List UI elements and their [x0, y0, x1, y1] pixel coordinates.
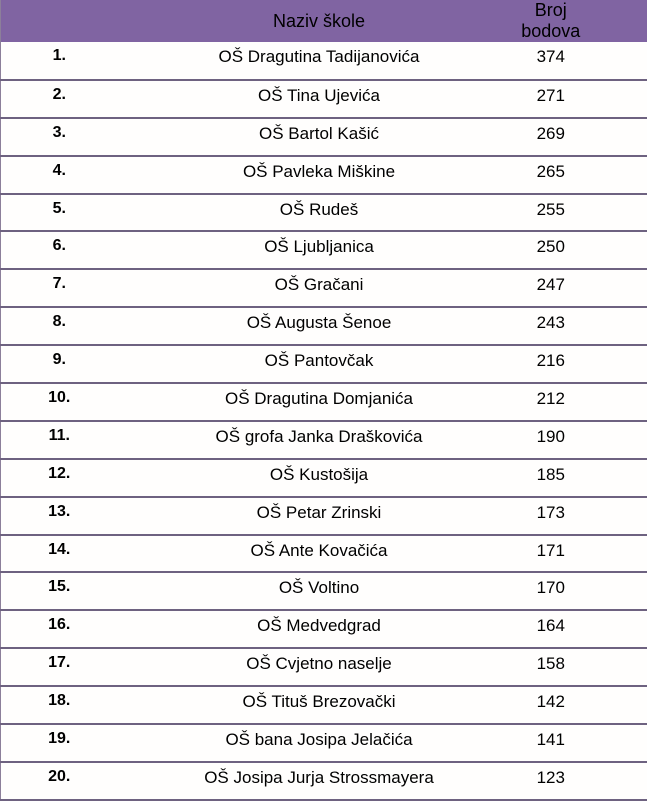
- rank-cell: 12.: [1, 459, 118, 497]
- rank-cell: 9.: [1, 345, 118, 383]
- table-row: [1, 572, 647, 610]
- table-row: [1, 42, 647, 80]
- school-name-cell: OŠ Augusta Šenoe: [118, 307, 521, 345]
- school-name-cell: OŠ Josipa Jurja Strossmayera: [118, 762, 521, 800]
- points-cell: 185: [521, 459, 647, 497]
- school-name-cell: OŠ Dragutina Tadijanovića: [118, 42, 521, 80]
- table-row: [1, 383, 647, 421]
- table-row: [1, 118, 647, 156]
- table-row: [1, 459, 647, 497]
- school-name-cell: OŠ Dragutina Domjanića: [118, 383, 521, 421]
- rank-cell: 7.: [1, 269, 118, 307]
- school-name-cell: OŠ Ante Kovačića: [118, 535, 521, 573]
- rank-cell: 1.: [1, 42, 118, 80]
- points-cell: 173: [521, 497, 647, 535]
- table-row: [1, 686, 647, 724]
- points-cell: 255: [521, 194, 647, 232]
- table-row: [1, 610, 647, 648]
- table-row: [1, 231, 647, 269]
- rank-cell: 6.: [1, 231, 118, 269]
- school-name-cell: OŠ Tina Ujevića: [118, 80, 521, 118]
- table-header: [1, 0, 647, 42]
- rank-cell: 14.: [1, 535, 118, 573]
- school-name-cell: OŠ Pantovčak: [118, 345, 521, 383]
- points-cell: 142: [521, 686, 647, 724]
- points-cell: 265: [521, 156, 647, 194]
- rank-cell: 11.: [1, 421, 118, 459]
- rank-cell: 4.: [1, 156, 118, 194]
- rank-cell: 5.: [1, 194, 118, 232]
- table-row: [1, 269, 647, 307]
- school-name-cell: OŠ Rudeš: [118, 194, 521, 232]
- table-row: [1, 421, 647, 459]
- school-name-cell: OŠ Bartol Kašić: [118, 118, 521, 156]
- school-name-cell: OŠ Medvedgrad: [118, 610, 521, 648]
- rank-cell: 10.: [1, 383, 118, 421]
- rank-cell: 16.: [1, 610, 118, 648]
- table-row: [1, 497, 647, 535]
- points-cell: 141: [521, 724, 647, 762]
- school-name-cell: OŠ bana Josipa Jelačića: [118, 724, 521, 762]
- points-cell: 271: [521, 80, 647, 118]
- rank-cell: 2.: [1, 80, 118, 118]
- school-name-cell: OŠ grofa Janka Draškovića: [118, 421, 521, 459]
- rank-cell: 13.: [1, 497, 118, 535]
- table-row: [1, 724, 647, 762]
- header-points: Broj bodova: [521, 0, 647, 42]
- rank-cell: 8.: [1, 307, 118, 345]
- school-name-cell: OŠ Kustošija: [118, 459, 521, 497]
- points-cell: 216: [521, 345, 647, 383]
- school-name-cell: OŠ Ljubljanica: [118, 231, 521, 269]
- table-row: [1, 535, 647, 573]
- points-cell: 212: [521, 383, 647, 421]
- points-cell: 171: [521, 535, 647, 573]
- points-cell: 123: [521, 762, 647, 800]
- points-cell: 250: [521, 231, 647, 269]
- points-cell: 374: [521, 42, 647, 80]
- points-cell: 243: [521, 307, 647, 345]
- table-row: [1, 80, 647, 118]
- rank-cell: 15.: [1, 572, 118, 610]
- school-name-cell: OŠ Tituš Brezovački: [118, 686, 521, 724]
- rank-cell: 18.: [1, 686, 118, 724]
- school-name-cell: OŠ Cvjetno naselje: [118, 648, 521, 686]
- rank-cell: 3.: [1, 118, 118, 156]
- header-school-name: Naziv škole: [118, 0, 521, 42]
- school-name-cell: OŠ Gračani: [118, 269, 521, 307]
- header-row: [1, 0, 647, 42]
- points-cell: 247: [521, 269, 647, 307]
- rank-cell: 20.: [1, 762, 118, 800]
- header-rank: [1, 0, 118, 42]
- points-cell: 170: [521, 572, 647, 610]
- table-row: [1, 194, 647, 232]
- points-cell: 190: [521, 421, 647, 459]
- school-name-cell: OŠ Pavleka Miškine: [118, 156, 521, 194]
- points-cell: 158: [521, 648, 647, 686]
- rank-cell: 19.: [1, 724, 118, 762]
- points-cell: 269: [521, 118, 647, 156]
- table-row: [1, 345, 647, 383]
- table-row: [1, 307, 647, 345]
- table-body: [1, 42, 647, 800]
- school-name-cell: OŠ Voltino: [118, 572, 521, 610]
- rank-cell: 17.: [1, 648, 118, 686]
- points-cell: 164: [521, 610, 647, 648]
- school-name-cell: OŠ Petar Zrinski: [118, 497, 521, 535]
- table-row: [1, 648, 647, 686]
- table-row: [1, 762, 647, 800]
- table-row: [1, 156, 647, 194]
